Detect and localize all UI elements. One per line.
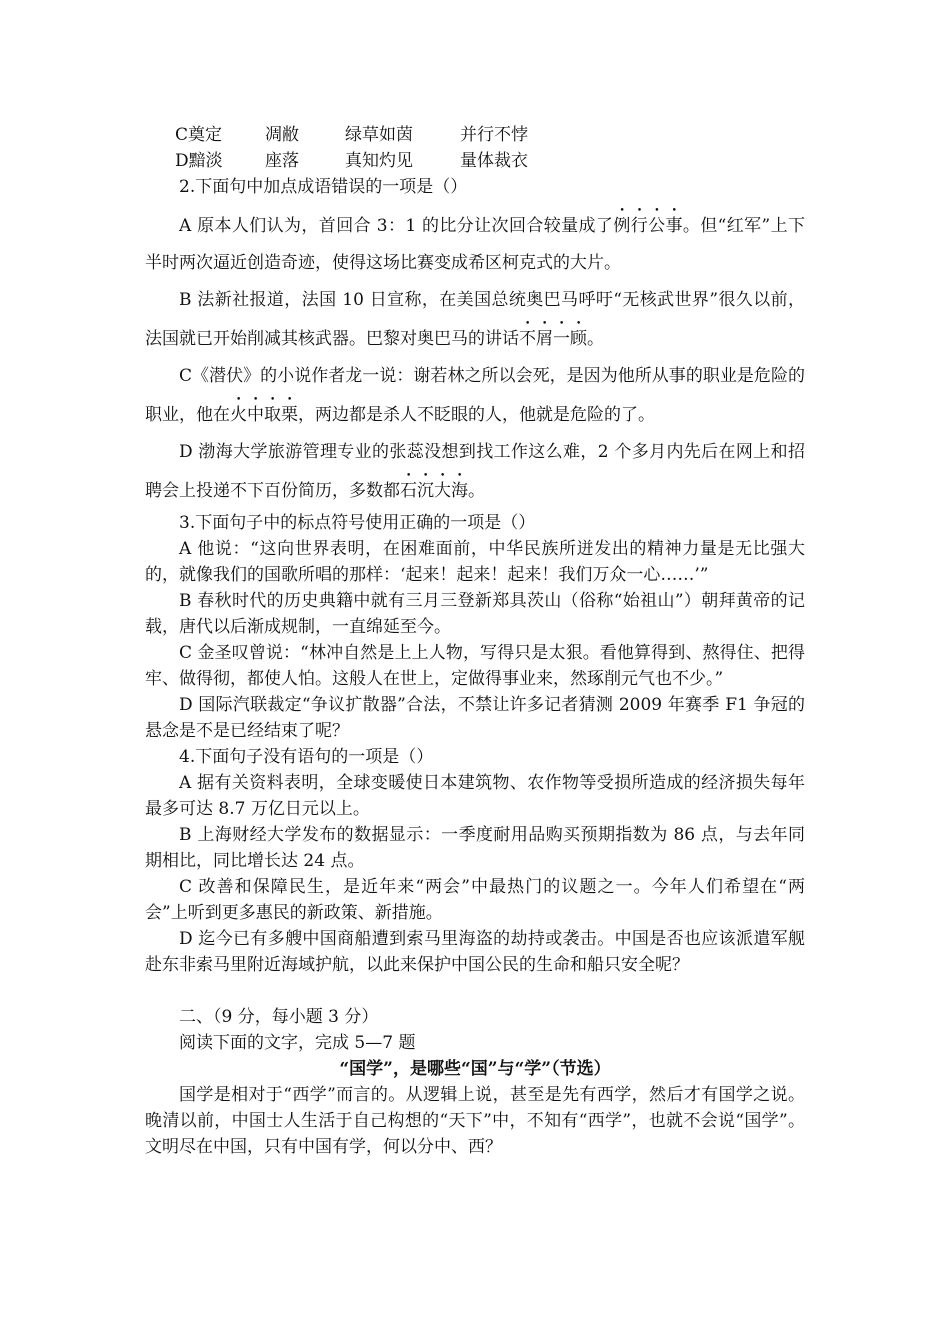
q3-option-a: A 他说：“这向世界表明，在困难面前，中华民族所迸发出的精神力量是无比强大的，就像我们的国歌所唱的那样：‘起来！起来！起来！我们万众一心……’” (145, 539, 805, 585)
q2-option-c-idiom: 火中取栗 (230, 405, 298, 425)
q1-option-d-word-4: 量体裁衣 (460, 151, 528, 171)
q1-option-c-word-2: 凋敝 (265, 125, 299, 145)
q2-option-a-idiom: 例行公事 (613, 216, 683, 236)
q4-option-d: D 迄今已有多艘中国商船遭到索马里海盗的劫持或袭击。中国是否也应该派遣军舰赴东非索马里附近海域护航，以此来保护中国公民的生命和船只安全呢？ (145, 929, 805, 975)
q4-option-c: C 改善和保障民生，是近年来“两会”中最热门的议题之一。今年人们希望在“两会”上听到更多惠民的新政策、新措施。 (145, 877, 805, 923)
q4-option-a: A 据有关资料表明，全球变暖使日本建筑物、农作物等受损所造成的经济损失每年最多可达 8.7 万亿日元以上。 (145, 773, 805, 819)
q4-option-b: B 上海财经大学发布的数据显示：一季度耐用品购买预期指数为 86 点，与去年同期相比，同比增长达 24 点。 (145, 825, 805, 871)
q3-stem: 3.下面句子中的标点符号使用正确的一项是（） (179, 513, 536, 533)
q2-option-b: B 法新社报道，法国 10 日宣称，在美国总统奥巴马呼吁“无核武世界”很久以前，法国就已开始削减其核武器。巴黎对奥巴马的讲话不屑一顾。 (145, 290, 805, 349)
q2-option-b-idiom: 不屑一顾 (519, 329, 587, 349)
q1-option-d (145, 148, 805, 174)
section2-instruction: 阅读下面的文字，完成 5—7 题 (179, 1033, 416, 1053)
passage-paragraph: 国学是相对于“西学”而言的。从逻辑上说，甚至是先有西学，然后才有国学之说。晚清以前，中国士人生活于自己构想的“天下”中，不知有“西学”，也就不会说“国学”。文明尽在中国，只有中国有学，何以分中、西？ (145, 1085, 805, 1157)
q2-option-a: A 原本人们认为，首回合 3：1 的比分让次回合较量成了例行公事。但“红军”上下半时两次逼近创造奇迹，使得这场比赛变成希区柯克式的大片。 (145, 216, 806, 273)
section2-heading: 二、（9 分，每小题 3 分） (179, 1007, 379, 1027)
section-spacer (145, 978, 805, 1004)
q4-stem: 4.下面句子没有语句的一项是（） (179, 747, 434, 767)
q1-option-c-word-3: 绿草如茵 (345, 125, 413, 145)
q2-option-c: C《潜伏》的小说作者龙一说：谢若林之所以会死，是因为他所从事的职业是危险的职业，他在火中取栗，两边都是杀人不眨眼的人，他就是危险的了。 (145, 366, 805, 425)
q2-stem: 2.下面句中加点成语错误的一项是（） (179, 177, 468, 197)
q1-option-c-word-4: 并行不悖 (460, 125, 528, 145)
q3-option-b: B 春秋时代的历史典籍中就有三月三登新郑具茨山（俗称“始祖山”）朝拜黄帝的记载，唐代以后渐成规制，一直绵延至今。 (145, 591, 805, 637)
q3-option-d: D 国际汽联裁定“争议扩散器”合法，不禁让许多记者猜测 2009 年赛季 F1 争冠的悬念是不是已经结束了呢？ (145, 695, 805, 741)
q2-option-d: D 渤海大学旅游管理专业的张蕊没想到找工作这么难，2 个多月内先后在网上和招聘会上投递不下百份简历，多数都石沉大海。 (145, 442, 805, 501)
q1-option-c-word-1: C奠定 (175, 125, 223, 145)
document-page (145, 122, 805, 1160)
passage-title: “国学”，是哪些“国”与“学”（节选） (339, 1059, 611, 1079)
q1-option-d-word-3: 真知灼见 (345, 151, 413, 171)
q3-option-c: C 金圣叹曾说：“林冲自然是上上人物，写得只是太狠。看他算得到、熬得住、把得牢、做得彻，都使人怕。这般人在世上，定做得事业来，然琢削元气也不少。” (145, 643, 805, 689)
q1-option-c (145, 122, 805, 148)
q2-option-d-idiom: 石沉大海 (400, 481, 468, 501)
q1-option-d-word-2: 座落 (265, 151, 299, 171)
q1-option-d-word-1: D黯淡 (175, 151, 223, 171)
